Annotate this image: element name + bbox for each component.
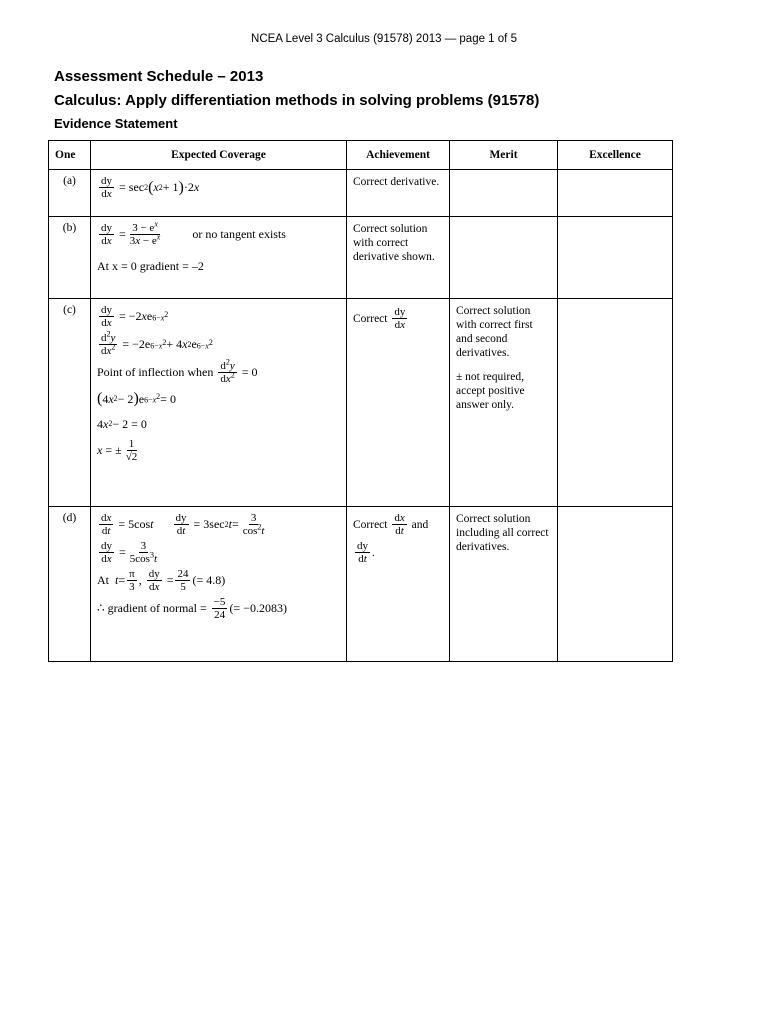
standard-title: Calculus: Apply differentiation methods in solving problems (91578): [54, 92, 540, 109]
col-header-expected: Expected Coverage: [91, 141, 347, 170]
expected-coverage-a: $\frac{dy}{dx}$ = sec 2 ( x 2 + 1 ) ·2 x: [91, 170, 347, 217]
achievement-d: Correct $\frac{dx}{dt}$ and $\frac{dy}{dt}$ .: [347, 507, 450, 662]
col-header-merit: Merit: [450, 141, 558, 170]
col-header-one: One: [49, 141, 91, 170]
or-no-tangent-text: or no tangent exists: [192, 227, 286, 241]
col-header-achievement: Achievement: [347, 141, 450, 170]
excellence-b: [558, 217, 673, 299]
gradient-at-zero: At x = 0 gradient = –2: [97, 258, 204, 273]
evidence-table: [48, 140, 673, 662]
excellence-a: [558, 170, 673, 217]
running-header: NCEA Level 3 Calculus (91578) 2013 — page 1 of 5: [251, 33, 517, 45]
normal-gradient-text: ∴ gradient of normal =: [97, 601, 207, 615]
schedule-title: Assessment Schedule – 2013: [54, 68, 264, 85]
achievement-c-prefix: Correct: [353, 312, 388, 325]
achievement-b: Correct solution with correct derivative shown.: [347, 217, 450, 299]
merit-c: [450, 299, 558, 507]
expected-coverage-b: $\frac{dy}{dx}$ = $\frac{3 - e^x}{3x - e^x}$ or no tangent exists At x = 0 gradient = –2: [91, 217, 347, 299]
row-label-b: (b): [49, 217, 91, 299]
excellence-c: [558, 299, 673, 507]
row-label-a: (a): [49, 170, 91, 217]
achievement-c: Correct $\frac{dy}{dx}$: [347, 299, 450, 507]
merit-c-main: Correct solution with correct first and second derivatives.: [456, 305, 533, 359]
expected-coverage-d: $\frac{dx}{dt}$ = 5cos t $\frac{dy}{dt}$ = 3sec 2 t = $\frac{3}{\cos^2t}$ $\frac{dy}{dx}$ = $\frac{3}{5\cos^3t}$ At t = $\frac{\pi}{3}$ , $\frac{dy}{dx}$ = $\frac{24}{5}$ (= 4.8) ∴ gradient of normal = $\frac{-5}{24}$ (= −0.2083): [91, 507, 347, 662]
merit-c-note: ± not required, accept positive answer only.: [456, 371, 525, 411]
merit-b: [450, 217, 558, 299]
col-header-excellence: Excellence: [558, 141, 673, 170]
inflection-text: Point of inflection when: [97, 365, 214, 379]
table-row: [49, 170, 673, 217]
achievement-d-and: and: [411, 518, 429, 531]
expected-coverage-c: $\frac{dy}{dx}$ = −2 x e $6-x^2$ $\frac{d^2y}{dx^2}$ = −2e $6-x^2$ + 4 x 2 e $6-x^2$ Point of inflection when $\frac{d^2y}{dx^2}$ = 0 ( 4 x 2 − 2 ) e $6-x^2$ = 0 4 x 2 − 2 = 0 x = ± $\frac{1}{√2}$: [91, 299, 347, 507]
achievement-d-prefix: Correct: [353, 518, 388, 531]
row-label-c: (c): [49, 299, 91, 507]
table-row: [49, 217, 673, 299]
table-row: [49, 299, 673, 507]
merit-d: Correct solution including all correct derivatives.: [450, 507, 558, 662]
row-label-d: (d): [49, 507, 91, 662]
merit-a: [450, 170, 558, 217]
achievement-a: Correct derivative.: [347, 170, 450, 217]
excellence-d: [558, 507, 673, 662]
table-row: [49, 507, 673, 662]
table-header-row: [49, 141, 673, 170]
section-heading: Evidence Statement: [54, 116, 178, 131]
